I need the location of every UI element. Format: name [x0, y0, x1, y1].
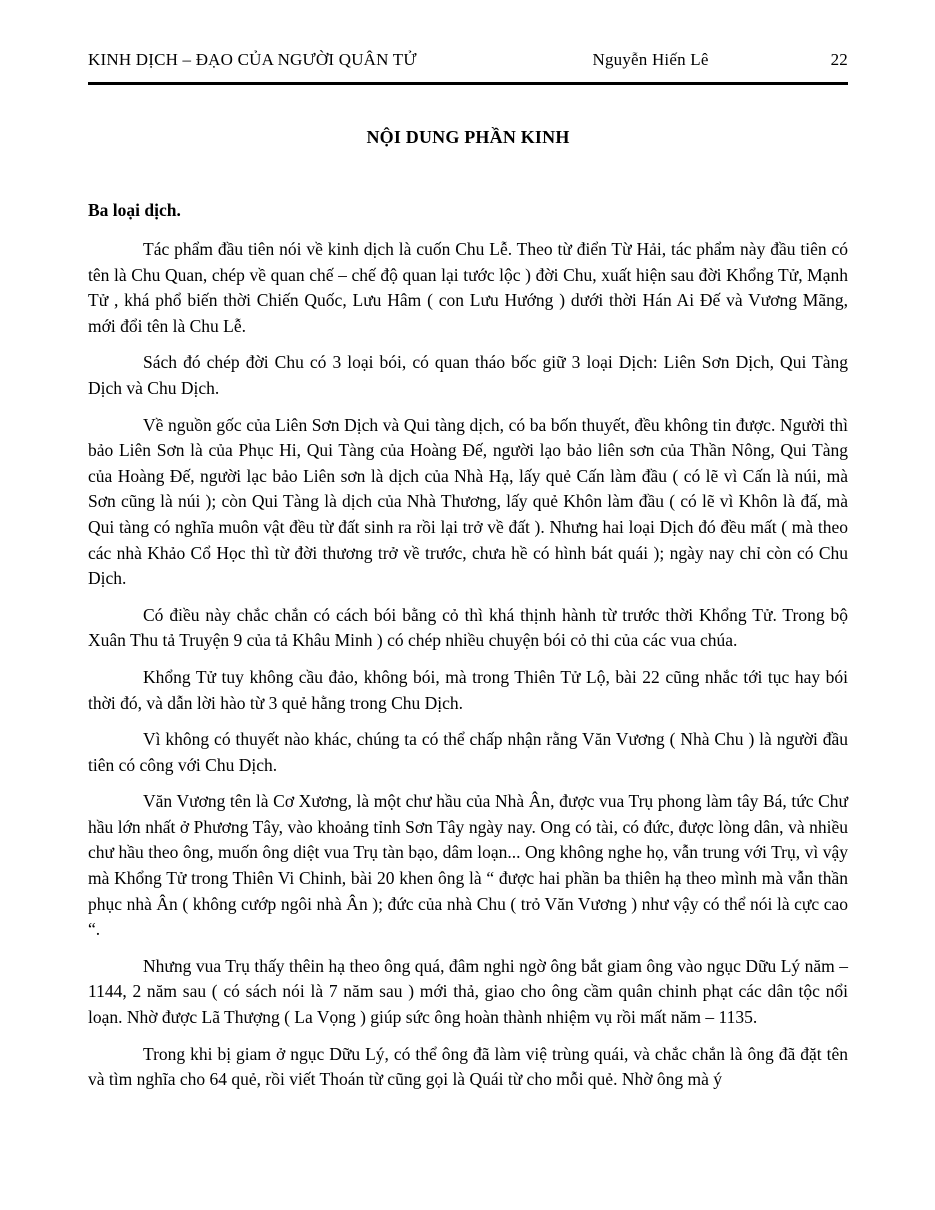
page-header: [88, 50, 848, 70]
header-author: Nguyễn Hiến Lê: [592, 50, 709, 69]
paragraph: Tác phẩm đầu tiên nói về kinh dịch là cuốn Chu Lễ. Theo từ điển Từ Hải, tác phẩm này đầu tiên có tên là Chu Quan, chép về quan chế – chế độ quan lại tước lộc ) đời Chu, xuất hiện sau đời Khổng Tử, Mạnh Tử , khá phổ biến thời Chiến Quốc, Lưu Hâm ( con Lưu Hướng ) dưới thời Hán Ai Đế và Vương Mãng, mới đổi tên là Chu Lễ.: [88, 239, 848, 336]
paragraph: Văn Vương tên là Cơ Xương, là một chư hầu của Nhà Ân, được vua Trụ phong làm tây Bá, tức Chư hầu lớn nhất ở Phương Tây, vào khoảng tỉnh Sơn Tây ngày nay. Ong có tài, có đức, được lòng dân, và nhiều chư hầu theo ông, muốn ông diệt vua Trụ tàn bạo, dâm loạn... Ong không nghe họ, vẫn trung với Trụ, vì vậy mà Khổng Tử trong Thiên Vi Chinh, bài 20 khen ông là “ được hai phần ba thiên hạ theo mình mà vẫn thần phục nhà Ân ( không cướp ngôi nhà Ân ); đức của nhà Chu ( trỏ Văn Vương ) như vậy có thể nói là cực cao “.: [88, 791, 848, 940]
paragraph: Nhưng vua Trụ thấy thêin hạ theo ông quá, đâm nghi ngờ ông bắt giam ông vào ngục Dữu Lý năm – 1144, 2 năm sau ( có sách nói là 7 năm sau ) mới thả, giao cho ông cầm quân chinh phạt các dân tộc nổi loạn. Nhờ được Lã Thượng ( La Vọng ) giúp sức ông hoàn thành nhiệm vụ rồi mất năm – 1135.: [88, 955, 848, 1028]
section-title: NỘI DUNG PHẦN KINH: [366, 127, 570, 147]
paragraph: Khổng Tử tuy không cầu đảo, không bói, mà trong Thiên Tử Lộ, bài 22 cũng nhắc tới tục hay bói thời đó, và dẫn lời hào từ 3 quẻ hằng trong Chu Dịch.: [88, 666, 848, 713]
header-book-title: KINH DỊCH – ĐẠO CỦA NGƯỜI QUÂN TỬ: [88, 50, 417, 69]
header-page-number: 22: [830, 50, 848, 69]
paragraph: Có điều này chắc chắn có cách bói bằng cỏ thì khá thịnh hành từ trước thời Khổng Tử. Trong bộ Xuân Thu tả Truyện 9 của tả Khâu Minh ) có chép nhiều chuyện bói cỏ thi của các vua chúa.: [88, 604, 848, 651]
paragraph: Về nguồn gốc của Liên Sơn Dịch và Qui tàng dịch, có ba bốn thuyết, đều không tin được. Người thì bảo Liên Sơn là của Phục Hi, Qui Tàng của Hoàng Đế, người lạo bảo liên sơn của Thần Nông, Qui Tàng của Hoàng Đế, người lạc bảo Liên sơn là dịch của Nhà Hạ, lấy quẻ Cấn làm đầu ( có lẽ vì Cấn là núi, mà Sơn cũng là núi ); còn Qui Tàng là dịch của Nhà Thương, lấy quẻ Khôn làm đầu ( có lẽ vì Khôn là đấ, mà Qui tàng có nghĩa muôn vật đều từ đất sinh ra rồi lại trở về đất ). Nhưng hai loại Dịch đó đều mất ( mà theo các nhà Khảo Cổ Học thì từ đời thương trở về trước, chưa hề có hình bát quái ); ngày nay chỉ còn có Chu Dịch.: [88, 414, 848, 589]
sub-heading: Ba loại dịch.: [88, 200, 181, 220]
paragraph: Sách đó chép đời Chu có 3 loại bói, có quan tháo bốc giữ 3 loại Dịch: Liên Sơn Dịch, Qui Tàng Dịch và Chu Dịch.: [88, 352, 848, 398]
paragraph: Trong khi bị giam ở ngục Dữu Lý, có thể ông đã làm việ trùng quái, và chắc chắn là ông đã đặt tên và tìm nghĩa cho 64 quẻ, rồi viết Thoán từ cũng gọi là Quái từ cho mỗi quẻ. Nhờ ông mà ý: [88, 1043, 848, 1090]
paragraph: Vì không có thuyết nào khác, chúng ta có thể chấp nhận rằng Văn Vương ( Nhà Chu ) là người đầu tiên có công với Chu Dịch.: [88, 729, 848, 775]
header-divider: [88, 82, 848, 85]
body-text: [88, 237, 848, 1093]
